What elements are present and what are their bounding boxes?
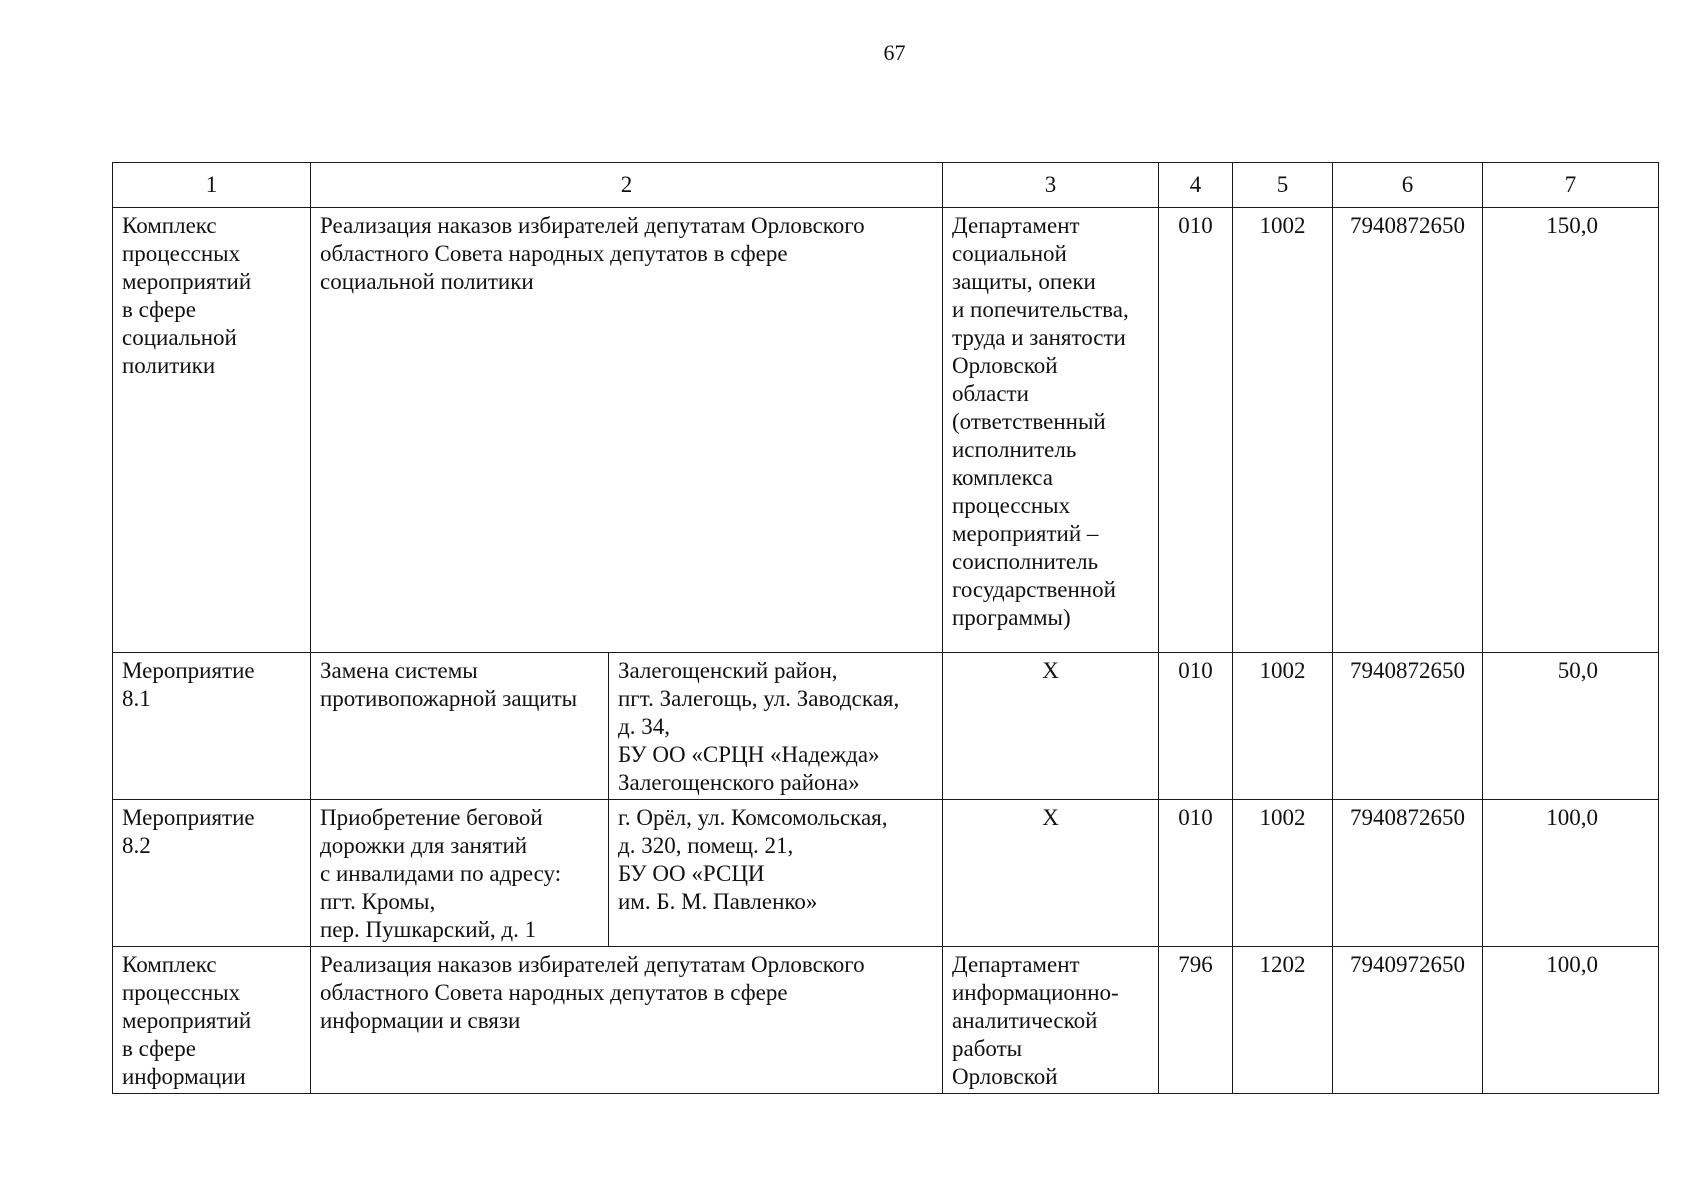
- table-row: [113, 947, 1659, 1094]
- responsible-executor-cell: Департамент информационно- аналитической работы Орловской: [943, 947, 1159, 1094]
- code-target-cell: 7940972650: [1333, 947, 1483, 1094]
- row-address-cell: Залегощенский район, пгт. Залегощь, ул. Заводская, д. 34, БУ ОО «СРЦН «Надежда» Залегощенского района»: [609, 653, 943, 800]
- responsible-executor-cell: Х: [943, 653, 1159, 800]
- amount-cell: 50,0: [1483, 653, 1659, 800]
- code-target-cell: 7940872650: [1333, 800, 1483, 947]
- code-section-cell: 1002: [1233, 800, 1333, 947]
- row-type-cell: Комплекс процессных мероприятий в сфере информации: [113, 947, 311, 1094]
- header-cell: 7: [1483, 163, 1659, 208]
- responsible-executor-cell: Х: [943, 800, 1159, 947]
- code-section-cell: 1002: [1233, 653, 1333, 800]
- header-cell: 5: [1233, 163, 1333, 208]
- table-row: [113, 800, 1659, 947]
- header-cell: 2: [311, 163, 943, 208]
- header-cell: 1: [113, 163, 311, 208]
- code-section-cell: 1002: [1233, 208, 1333, 653]
- header-cell: 6: [1333, 163, 1483, 208]
- row-description-cell: Замена системы противопожарной защиты: [311, 653, 609, 800]
- page-number: 67: [883, 40, 906, 65]
- table-row: [113, 653, 1659, 800]
- code-grbs-cell: 010: [1159, 800, 1233, 947]
- code-grbs-cell: 010: [1159, 653, 1233, 800]
- row-address-cell: г. Орёл, ул. Комсомольская, д. 320, помещ. 21, БУ ОО «РСЦИ им. Б. М. Павленко»: [609, 800, 943, 947]
- code-target-cell: 7940872650: [1333, 208, 1483, 653]
- budget-table: [112, 162, 1659, 1094]
- code-grbs-cell: 796: [1159, 947, 1233, 1094]
- table-header-row: [113, 163, 1659, 208]
- code-target-cell: 7940872650: [1333, 653, 1483, 800]
- row-description-cell: Приобретение беговой дорожки для занятий с инвалидами по адресу: пгт. Кромы, пер. Пушкарский, д. 1: [311, 800, 609, 947]
- responsible-executor-cell: Департамент социальной защиты, опеки и попечительства, труда и занятости Орловской области (ответственный исполнитель комплекса процессных мероприятий – соисполнитель государственной программы): [943, 208, 1159, 653]
- row-type-cell: Мероприятие 8.2: [113, 800, 311, 947]
- amount-cell: 150,0: [1483, 208, 1659, 653]
- row-type-cell: Комплекс процессных мероприятий в сфере социальной политики: [113, 208, 311, 653]
- code-section-cell: 1202: [1233, 947, 1333, 1094]
- header-cell: 4: [1159, 163, 1233, 208]
- row-description-cell: Реализация наказов избирателей депутатам Орловского областного Совета народных депутатов в сфере информации и связи: [311, 947, 943, 1094]
- code-grbs-cell: 010: [1159, 208, 1233, 653]
- amount-cell: 100,0: [1483, 947, 1659, 1094]
- row-description-cell: Реализация наказов избирателей депутатам Орловского областного Совета народных депутатов в сфере социальной политики: [311, 208, 943, 653]
- amount-cell: 100,0: [1483, 800, 1659, 947]
- row-type-cell: Мероприятие 8.1: [113, 653, 311, 800]
- header-cell: 3: [943, 163, 1159, 208]
- table-row: [113, 208, 1659, 653]
